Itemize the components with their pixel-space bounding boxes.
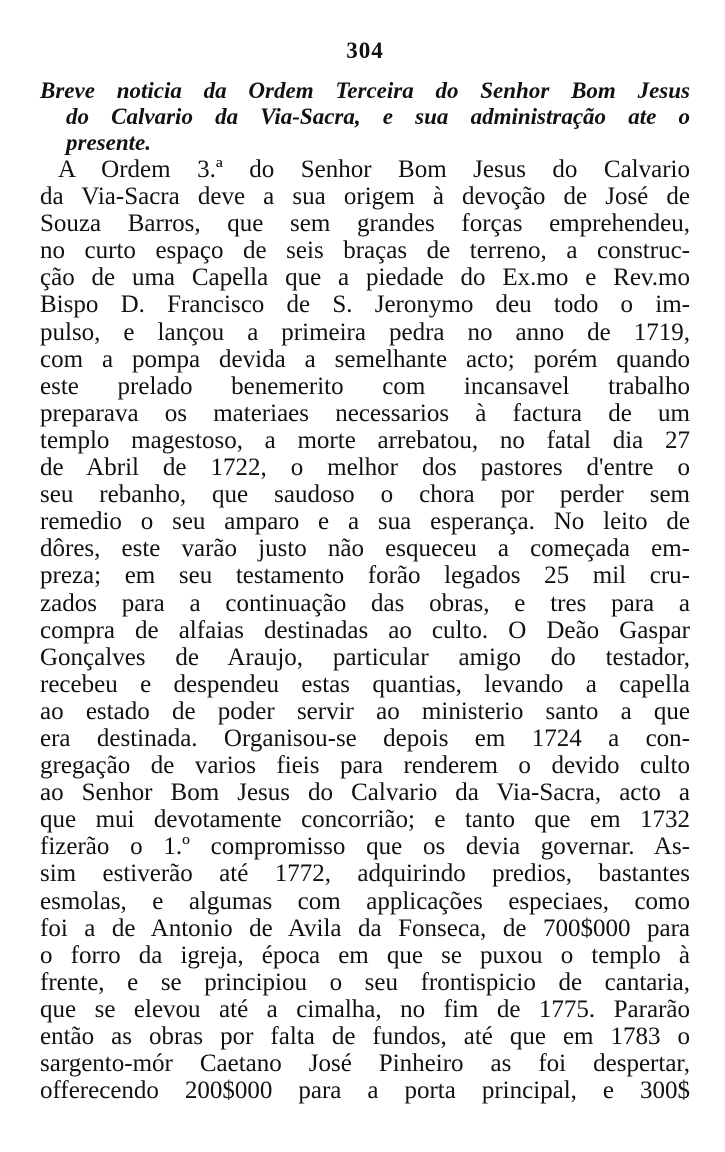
text-line: Bispo D. Francisco de S. Jeronymo deu todo o im- — [40, 291, 690, 319]
text-line: ao estado de poder servir ao ministerio santo a que — [40, 697, 690, 725]
text-line: esmolas, e algumas com applicações especiaes, como — [40, 887, 690, 915]
text-line: Gonçalves de Araujo, particular amigo do testador, — [40, 643, 690, 671]
book-page — [40, 0, 690, 1152]
text-line: ao Senhor Bom Jesus do Calvario da Via-Sacra, acto a — [40, 779, 690, 807]
text-line: pulso, e lançou a primeira pedra no anno de 1719, — [40, 318, 690, 346]
text-line: este prelado benemerito com incansavel trabalho — [40, 372, 690, 400]
text-line: templo magestoso, a morte arrebatou, no fatal dia 27 — [40, 426, 690, 454]
text-line: A Ordem 3.ª do Senhor Bom Jesus do Calvario — [58, 156, 690, 183]
text-line: offerecendo 200$000 para a porta principal, e 300$ — [40, 1077, 690, 1105]
heading-line: Breve noticia da Ordem Terceira do Senhor Bom Jesus — [40, 78, 690, 103]
text-line: preparava os materiaes necessarios à factura de um — [40, 399, 690, 427]
heading-line: presente. — [66, 130, 151, 155]
text-line: fizerão o 1.º compromisso que os devia governar. As- — [40, 833, 690, 861]
text-line: recebeu e despendeu estas quantias, levando a capella — [40, 670, 690, 698]
text-line: sim estiverão até 1772, adquirindo predios, bastantes — [40, 860, 690, 888]
text-line: ção de uma Capella que a piedade do Ex.mo e Rev.mo — [40, 264, 690, 292]
section-heading — [40, 78, 690, 156]
text-line: compra de alfaias destinadas ao culto. O Deão Gaspar — [40, 616, 690, 644]
text-line: zados para a continuação das obras, e tres para a — [40, 589, 690, 617]
text-line: seu rebanho, que saudoso o chora por perder sem — [40, 481, 690, 509]
text-line: com a pompa devida a semelhante acto; porém quando — [40, 345, 690, 373]
text-line: então as obras por falta de fundos, até que em 1783 o — [40, 1023, 690, 1050]
text-line: dôres, este varão justo não esqueceu a começada em- — [40, 535, 690, 563]
text-line: foi a de Antonio de Avila da Fonseca, de 700$000 para — [40, 914, 690, 942]
text-line: frente, e se principiou o seu frontispicio de cantaria, — [40, 968, 690, 996]
text-line: sargento-mór Caetano José Pinheiro as foi despertar, — [40, 1050, 690, 1078]
body-paragraph — [40, 156, 690, 1104]
text-line: que se elevou até a cimalha, no fim de 1775. Pararão — [40, 995, 690, 1023]
text-line: da Via-Sacra deve a sua origem à devoção de José de — [40, 183, 690, 211]
page-number: 304 — [346, 38, 384, 63]
text-line: no curto espaço de seis braças de terreno, a construc- — [40, 237, 690, 265]
text-line: preza; em seu testamento forão legados 25 mil cru- — [40, 562, 690, 590]
text-line: Souza Barros, que sem grandes forças emprehendeu, — [40, 210, 690, 238]
text-line: que mui devotamente concorrião; e tanto que em 1732 — [40, 806, 690, 834]
heading-line: do Calvario da Via-Sacra, e sua administração ate o — [66, 104, 690, 129]
text-line: era destinada. Organisou-se depois em 1724 a con- — [40, 724, 690, 752]
text-line: remedio o seu amparo e a sua esperança. No leito de — [40, 508, 690, 536]
text-line: o forro da igreja, época em que se puxou o templo à — [40, 941, 690, 969]
text-line: gregação de varios fieis para renderem o devido culto — [40, 752, 690, 780]
text-line: de Abril de 1722, o melhor dos pastores d'entre o — [40, 454, 690, 482]
